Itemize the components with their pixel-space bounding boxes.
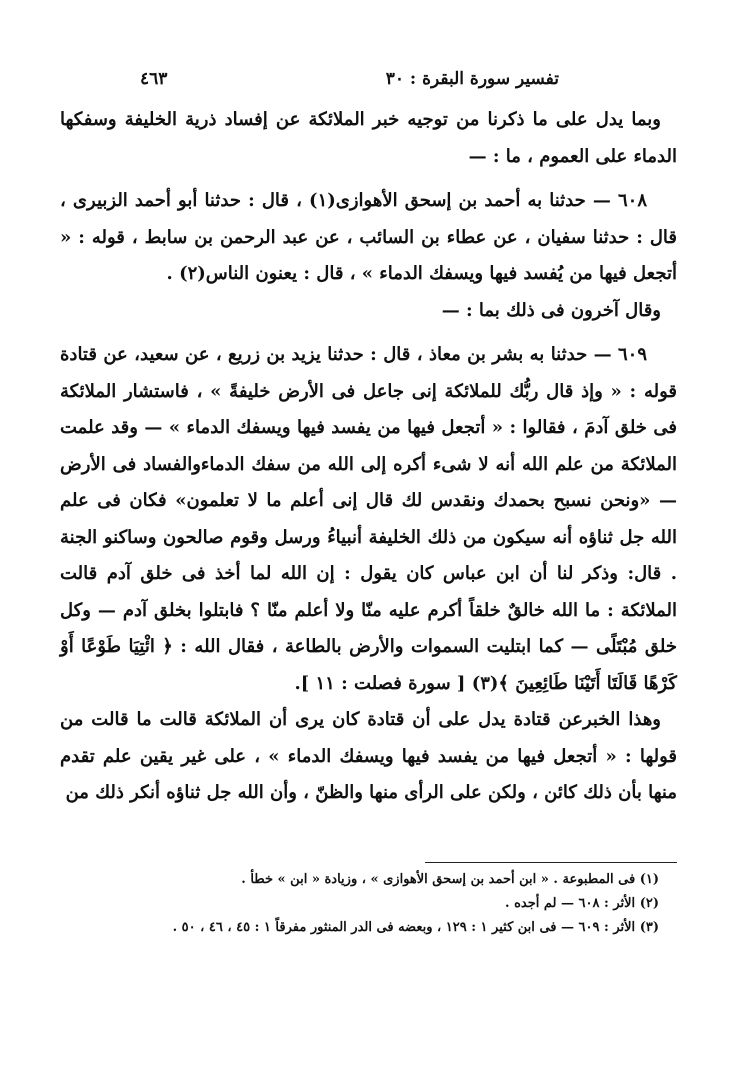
footnote-divider xyxy=(425,862,677,863)
footnote-2: (٢) الأثر : ٦٠٨ — لم أجده . xyxy=(505,896,659,911)
paragraph-intro: وبما يدل على ما ذكرنا من توجيه خبر الملائكة عن إفساد ذرية الخليفة وسفكها الدماء على العموم ، ما : — xyxy=(60,109,677,167)
footnote-1: (١) فى المطبوعة . « ابن أحمد بن إسحق الأهوازى » ، وزيادة « ابن » خطأ . xyxy=(241,872,659,887)
page-number: ٤٦٣ xyxy=(140,69,168,89)
paragraph-commentary: وهذا الخبرعن قتادة يدل على أن قتادة كان يرى أن الملائكة قالت ما قالت من قولها : « أتجعل فيها من يفسد فيها ويسفك الدماء » ، على غير يقين علم تقدم منها بأن ذلك كائن ، ولكن على الرأى منها والظنّ ، وأن الله جل ثناؤه أنكر ذلك من xyxy=(60,709,677,803)
main-text xyxy=(60,102,677,812)
footnotes xyxy=(60,868,677,940)
footnote-3: (٣) الأثر : ٦٠٩ — فى ابن كثير ١ : ١٢٩ ، وبعضه فى الدر المنثور مفرقاً ١ : ٤٥ ، ٤٦ ، ٥٠ . xyxy=(172,920,659,935)
page-header xyxy=(140,62,677,96)
paragraph-others: وقال آخرون فى ذلك بما : — xyxy=(441,299,661,321)
paragraph-athar-609: ٦٠٩ — حدثنا به بشر بن معاذ ، قال : حدثنا يزيد بن زريع ، عن سعيد، عن قتادة قوله : « وإذ قال ربُّك للملائكة إنى جاعل فى الأرض خليفةً » ، فاستشار الملائكة فى خلق آدمَ ، فقالوا : « أتجعل فيها من يفسد فيها ويسفك الدماء » — وقد علمت الملائكة من علم الله أنه لا شىء أكره إلى الله من سفك الدماءوالفساد فى الأرض— «ونحن نسبح بحمدك ونقدس لك قال إنى أعلم ما لا تعلمون» فكان فى علم الله جل ثناؤه أنه سيكون من ذلك الخليفة أنبياءُ ورسل وقوم صالحون وساكنو الجنة . قال: وذكر لنا أن ابن عباس كان يقول : إن الله لما أخذ فى خلق آدم قالت الملائكة : ما الله خالقٌ خلقاً أكرم عليه منّا ولا أعلم منّا ؟ فابتلوا بخلق آدم — وكل خلق مُبْتَلًى — كما ابتليت السموات والأرض بالطاعة ، فقال الله : ﴿ ائْتِيَا طَوْعًا أَوْ كَرْهًا قَالَتَا أَتَيْنَا طَائِعِينَ ﴾(٣) [ سورة فصلت : ١١ ]. xyxy=(60,344,677,694)
running-title: تفسير سورة البقرة : ٣٠ xyxy=(385,69,559,89)
paragraph-athar-608: ٦٠٨ — حدثنا به أحمد بن إسحق الأهوازى(١) ، قال : حدثنا أبو أحمد الزبيرى ، قال : حدثنا سفيان ، عن عطاء بن السائب ، عن عبد الرحمن بن سابط ، قوله : « أتجعل فيها من يُفسد فيها ويسفك الدماء » ، قال : يعنون الناس(٢) . xyxy=(60,190,677,284)
